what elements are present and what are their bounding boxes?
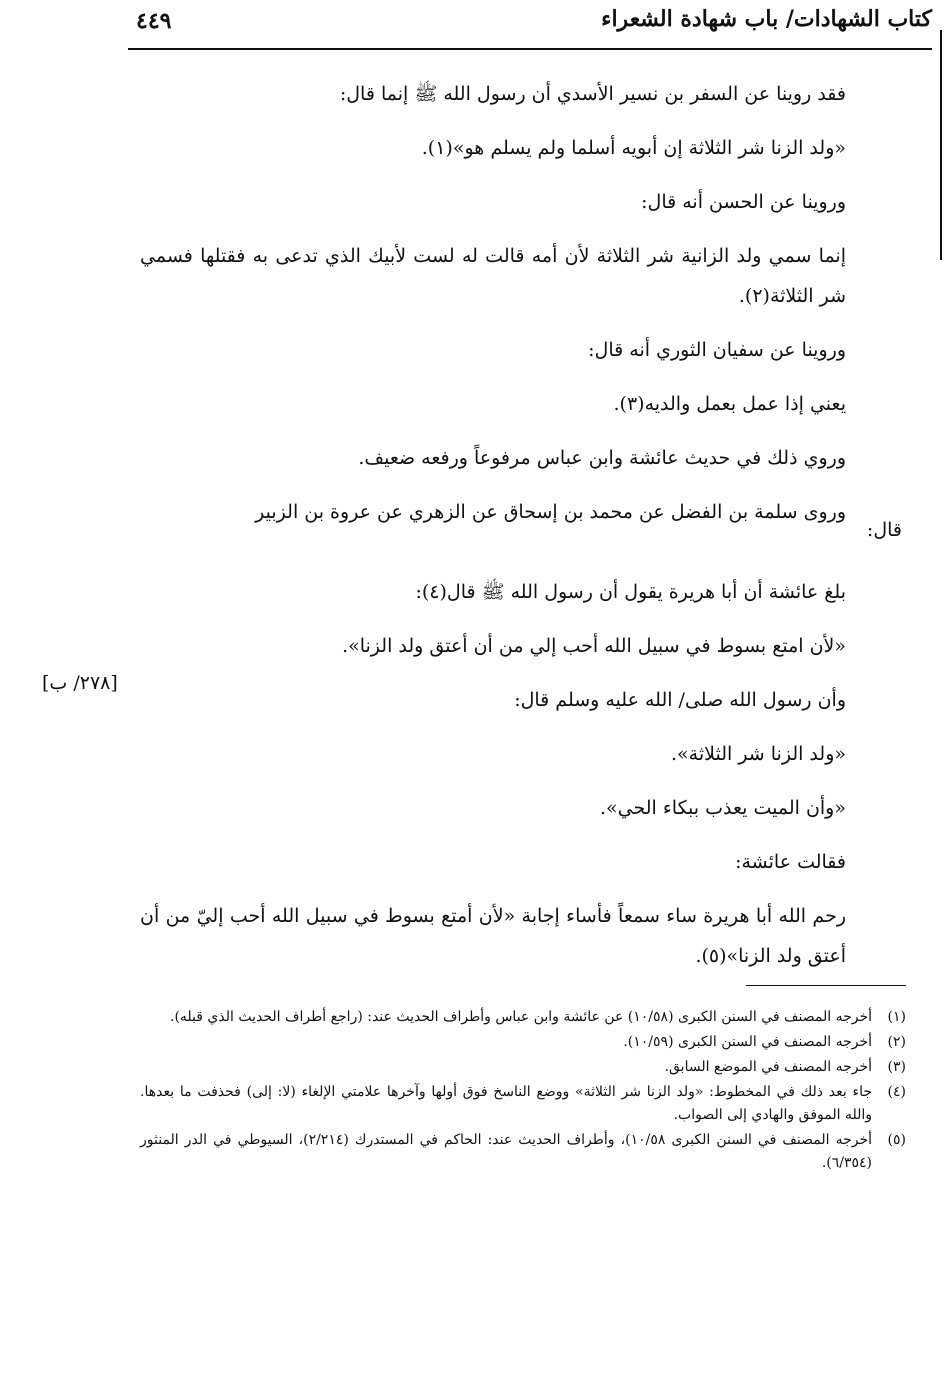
footnote-item [140, 1031, 906, 1054]
footnote-number: (٣) [887, 1059, 906, 1075]
footnote-text: أخرجه المصنف في السنن الكبرى ١٠/٥٨)، وأطراف الحديث عند: الحاكم في المستدرك (٢/٢١٤)، السيوطي في الدر المنثور (٦/٣٥٤). [140, 1132, 873, 1171]
paragraph-9: بلغ عائشة أن أبا هريرة يقول أن رسول الله ﷺ قال(٤): [415, 581, 846, 603]
footnote-item [140, 1056, 906, 1079]
page-number: ٤٤٩ [136, 8, 172, 34]
paragraph-8: وروى سلمة بن الفضل عن محمد بن إسحاق عن الزهري عن عروة بن الزبير [255, 501, 846, 523]
footnote-number: (٥) [887, 1132, 906, 1148]
footnote-number: (٢) [887, 1034, 906, 1050]
footnote-item [140, 1129, 906, 1175]
running-header-title: كتاب الشهادات/ باب شهادة الشعراء [601, 6, 932, 32]
footnote-number: (١) [887, 1009, 906, 1025]
main-text-block [140, 74, 846, 990]
footnotes-block [140, 1006, 906, 1177]
footnote-divider [746, 985, 906, 986]
paragraph-1: فقد روينا عن السفر بن نسير الأسدي أن رسول الله ﷺ إنما قال: [339, 83, 846, 105]
paragraph-6: يعني إذا عمل بعمل والديه(٣). [613, 393, 846, 415]
paragraph-8-continuation: قال: [866, 519, 902, 541]
scan-edge-line [940, 30, 942, 260]
paragraph-2: «ولد الزنا شر الثلاثة إن أبويه أسلما ولم يسلم هو»(١). [421, 137, 846, 159]
footnote-item [140, 1006, 906, 1029]
paragraph-4: إنما سمي ولد الزانية شر الثلاثة لأن أمه قالت له لست لأبيك الذي تدعى به فقتلها فسمي شر الثلاثة(٢). [140, 245, 846, 307]
paragraph-5: وروينا عن سفيان الثوري أنه قال: [588, 339, 846, 361]
paragraph-3: وروينا عن الحسن أنه قال: [641, 191, 846, 213]
paragraph-7: وروي ذلك في حديث عائشة وابن عباس مرفوعاً ورفعه ضعيف. [358, 447, 846, 469]
paragraph-13: «وأن الميت يعذب ببكاء الحي». [599, 797, 846, 819]
header-divider [128, 48, 932, 50]
footnote-text: أخرجه المصنف في السنن الكبرى (١٠/٥٨) عن عائشة وابن عباس وأطراف الحديث عند: (راجع أطراف الحديث الذي قبله). [170, 1009, 872, 1025]
paragraph-12: «ولد الزنا شر الثلاثة». [671, 743, 846, 765]
footnote-number: (٤) [887, 1084, 906, 1100]
footnote-text: أخرجه المصنف في الموضع السابق. [664, 1059, 872, 1075]
footnote-text: جاء بعد ذلك في المخطوط: «ولد الزنا شر الثلاثة» ووضع الناسخ فوق أولها وآخرها علامتي الإلغاء (لا: إلى) فحذفت ما بعدها. والله الموفق والهادي إلى الصواب. [140, 1084, 872, 1123]
paragraph-10: «لأن امتع بسوط في سبيل الله أحب إلي من أن أعتق ولد الزنا». [342, 635, 846, 657]
footnote-text: أخرجه المصنف في السنن الكبرى (١٠/٥٩). [623, 1034, 872, 1050]
footnote-item [140, 1081, 906, 1127]
paragraph-11: وأن رسول الله صلى/ الله عليه وسلم قال: [514, 689, 846, 711]
manuscript-folio-note: [٢٧٨/ ب] [42, 672, 118, 694]
paragraph-14: فقالت عائشة: [735, 851, 846, 873]
paragraph-15: رحم الله أبا هريرة ساء سمعاً فأساء إجابة «لأن أمتع بسوط في سبيل الله أحب إليّ من أن أعتق ولد الزنا»(٥). [140, 905, 846, 967]
